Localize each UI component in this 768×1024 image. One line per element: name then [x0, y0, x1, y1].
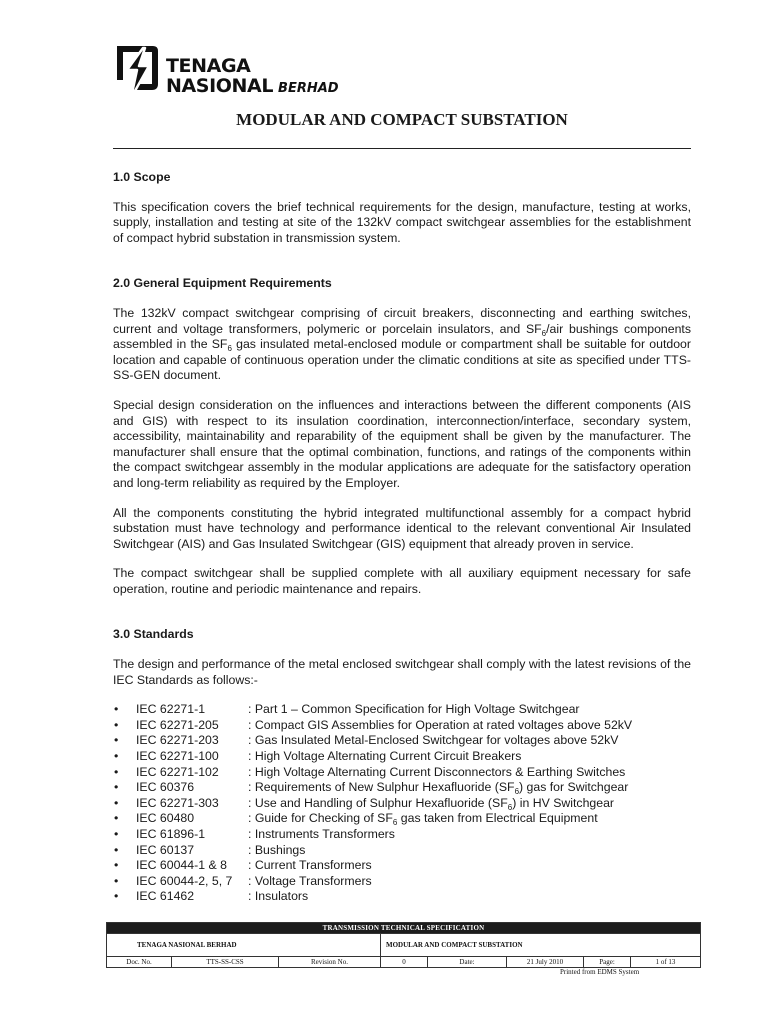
standard-item [113, 796, 691, 812]
standard-subscript: 6 [514, 787, 520, 797]
standards-list [113, 702, 691, 905]
standard-code: IEC 60376 [136, 780, 195, 795]
standard-item [113, 733, 691, 749]
standard-item [113, 765, 691, 781]
standards-section [113, 627, 691, 905]
title-divider [113, 148, 691, 149]
footer-page: 1 of 13 [631, 957, 701, 968]
standard-subscript: 6 [507, 802, 513, 812]
standards-intro: The design and performance of the metal enclosed switchgear shall comply with the latest revisions of the IEC Standards as follows:- [113, 657, 691, 687]
printed-from-note: Printed from EDMS System [560, 968, 640, 976]
standard-code: IEC 61462 [136, 889, 195, 904]
logo-wordmark-line1: TENAGA [166, 55, 251, 77]
footer-page-label: Page: [584, 957, 631, 968]
footer-doc-title: MODULAR AND COMPACT SUBSTATION [381, 934, 701, 957]
standard-description: : Instruments Transformers [248, 827, 395, 841]
standard-item [113, 718, 691, 734]
footer-revision: 0 [381, 957, 428, 968]
standard-description-end: ) in HV Switchgear [512, 795, 615, 810]
standard-description-end: ) gas for Switchgear [519, 780, 629, 795]
standards-heading: 3.0 Standards [113, 627, 194, 642]
standard-code: IEC 60044-1 & 8 [136, 858, 227, 873]
standard-item [113, 749, 691, 765]
scope-heading: 1.0 Scope [113, 170, 171, 184]
logo-wordmark-line2: NASIONAL BERHAD [166, 75, 339, 97]
standard-code: IEC 60137 [136, 842, 195, 857]
footer-band: TRANSMISSION TECHNICAL SPECIFICATION [107, 923, 701, 934]
standard-description: : Guide for Checking of SF [248, 811, 393, 826]
standard-description: : High Voltage Alternating Current Disconnectors & Earthing Switches [248, 764, 626, 779]
standard-code: IEC 62271-102 [136, 764, 219, 779]
footer-date-label: Date: [428, 957, 507, 968]
standard-code: IEC 62271-203 [136, 733, 219, 748]
standard-description: : Bushings [248, 842, 306, 857]
footer-company: TENAGA NASIONAL BERHAD [107, 934, 381, 957]
scope-section [113, 170, 691, 246]
general-paragraph-3: All the components constituting the hybrid integrated multifunctional assembly for a compact hybrid substation must have technology and performance identical to the relevant conventional Air Insulated Switchgear (AIS) and Gas Insulated Switchgear (GIS) equipment that already proven in service. [113, 505, 691, 551]
standard-subscript: 6 [392, 818, 398, 828]
standard-description: : Use and Handling of Sulphur Hexafluoride (SF [248, 795, 508, 810]
general-requirements-section [113, 276, 691, 597]
general-requirements-heading: 2.0 General Equipment Requirements [113, 276, 332, 291]
general-paragraph-1: The 132kV compact switchgear comprising of circuit breakers, disconnecting and earthing switches, current and voltage transformers, polymeric or porcelain insulators, and $SF_6$/air bushings components assembled in the $SF_6$ gas insulated metal-enclosed module or compartment shall be suitable for outdoor location and capable of continuous operation under the climatic conditions at site as specified under TTS-SS-GEN document. [113, 305, 691, 383]
standard-item [113, 811, 691, 827]
standard-code: IEC 60480 [136, 811, 195, 826]
footer-doc-no: TTS-SS-CSS [172, 957, 279, 968]
standard-description-end: gas taken from Electrical Equipment [397, 811, 598, 826]
scope-paragraph: This specification covers the brief technical requirements for the design, manufacture, testing at works, supply, installation and testing at site of the 132kV compact switchgear assemblies for the establishment of compact hybrid substation in transmission system. [113, 199, 691, 245]
standard-item [113, 827, 691, 843]
standard-description: : High Voltage Alternating Current Circuit Breakers [248, 749, 522, 764]
standard-description: : Requirements of New Sulphur Hexafluoride (SF [248, 780, 515, 795]
standard-code: IEC 62271-205 [136, 717, 219, 732]
standard-code: IEC 62271-303 [136, 795, 219, 810]
document-footer [106, 922, 701, 968]
standard-item [113, 874, 691, 890]
standard-description: : Current Transformers [248, 858, 372, 873]
general-paragraph-2: Special design consideration on the influences and interactions between the different components (AIS and GIS) with respect to its insulation coordination, interconnection/interface, secondary system, accessibility, maintainability and reparability of the equipment shall be given by the manufacturer. The manufacturer shall ensure that the optimal combination, functions, and ratings of the components within the compact switchgear assembly in the modular applications are adequate for the satisfactory operation and long-term reliability as required by the Employer. [113, 397, 691, 490]
standard-description: : Gas Insulated Metal-Enclosed Switchgear for voltages above 52kV [248, 733, 619, 748]
document-body [113, 170, 691, 935]
document-title: MODULAR AND COMPACT SUBSTATION [236, 110, 568, 129]
standard-description: : Voltage Transformers [248, 873, 372, 888]
lightning-bolt-logo-icon [113, 40, 161, 102]
footer-table [106, 922, 701, 968]
standard-item [113, 702, 691, 718]
standard-description: : Part 1 – Common Specification for High Voltage Switchgear [248, 702, 580, 717]
footer-revision-label: Revision No. [279, 957, 381, 968]
footer-date: 21 July 2010 [507, 957, 584, 968]
standard-description: : Insulators [248, 889, 309, 904]
footer-doc-no-label: Doc. No. [107, 957, 172, 968]
standard-code: IEC 62271-100 [136, 749, 219, 764]
company-logo [113, 40, 339, 106]
standard-code: IEC 61896-1 [136, 827, 206, 841]
standard-description: : Compact GIS Assemblies for Operation at rated voltages above 52kV [248, 717, 633, 732]
standard-code: IEC 62271-1 [136, 702, 206, 717]
general-paragraph-4: The compact switchgear shall be supplied complete with all auxiliary equipment necessary for safe operation, routine and periodic maintenance and repairs. [113, 566, 691, 596]
standard-code: IEC 60044-2, 5, 7 [136, 873, 233, 888]
standard-item [113, 843, 691, 859]
standard-item [113, 780, 691, 796]
standard-item [113, 858, 691, 874]
standard-item [113, 889, 691, 905]
